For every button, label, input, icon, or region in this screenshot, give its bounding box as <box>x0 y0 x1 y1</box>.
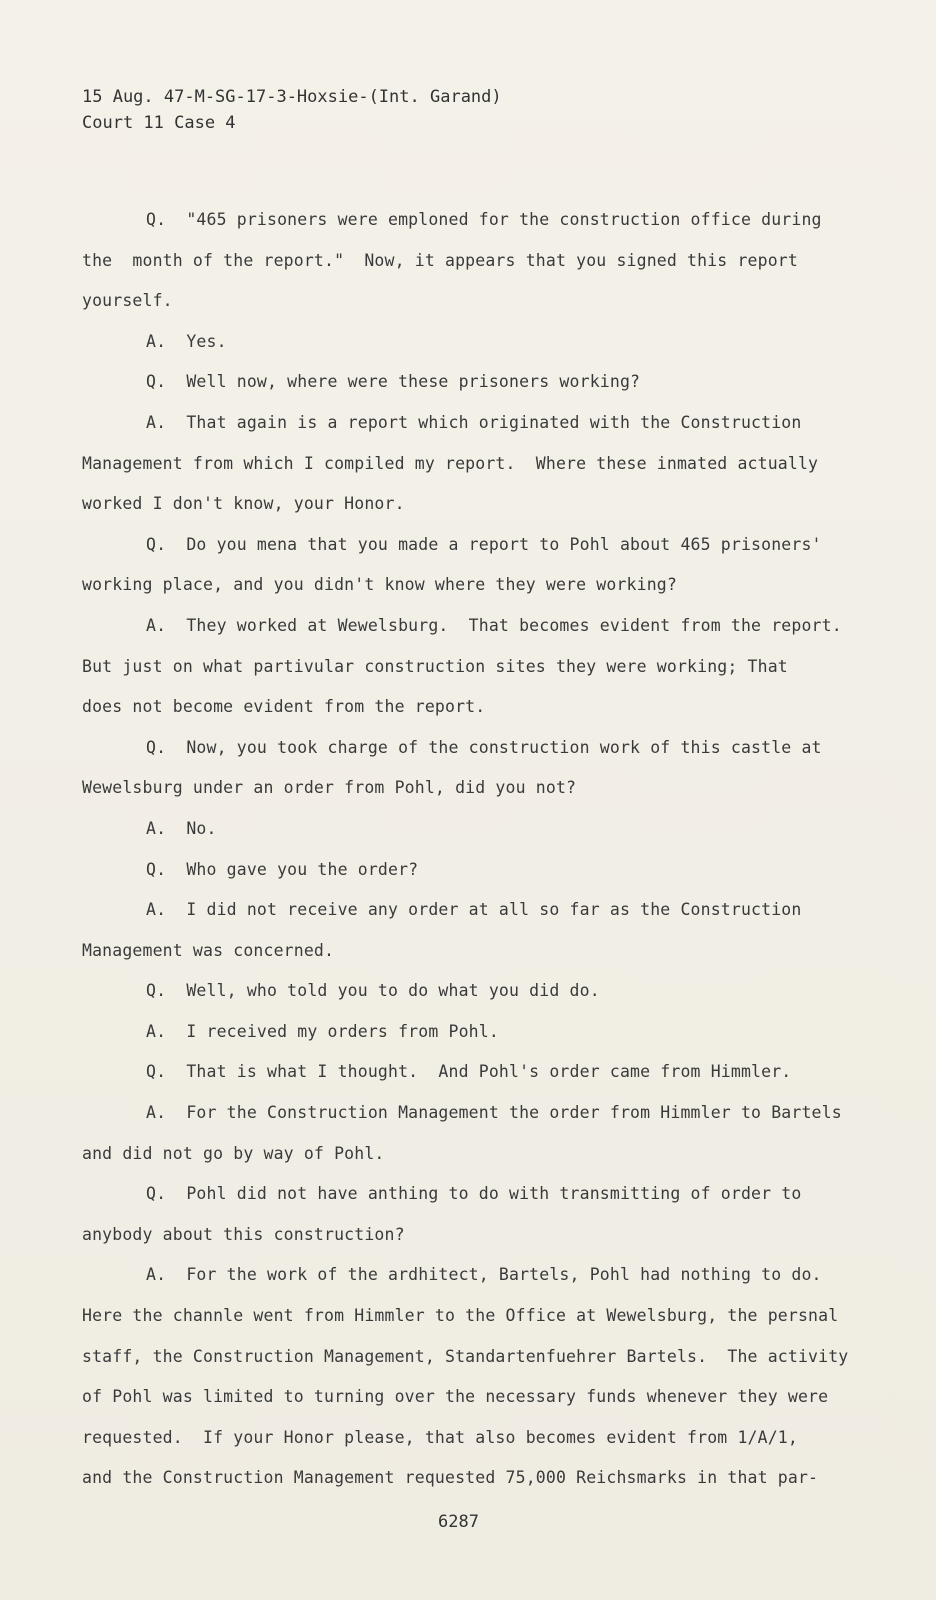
transcript-line: A. That again is a report which originated with the Construction <box>146 412 802 432</box>
transcript-line: and did not go by way of Pohl. <box>82 1143 385 1163</box>
transcript-line: Management from which I compiled my report. Where these inmated actually <box>82 453 819 473</box>
transcript-line: Management was concerned. <box>82 940 335 960</box>
header-court-line: Court 11 Case 4 <box>82 113 236 133</box>
transcript-line: Q. Now, you took charge of the construction work of this castle at <box>146 737 822 757</box>
transcript-line: A. For the Construction Management the order from Himmler to Bartels <box>146 1103 842 1123</box>
transcript-line: Here the channle went from Himmler to the Office at Wewelsburg, the persnal <box>82 1306 839 1326</box>
transcript-line: A. They worked at Wewelsburg. That becomes evident from the report. <box>146 615 842 635</box>
transcript-line: Q. Who gave you the order? <box>146 859 419 879</box>
transcript-line: Q. Do you mena that you made a report to Pohl about 465 prisoners' <box>146 534 822 554</box>
transcript-line: the month of the report." Now, it appears that you signed this report <box>82 250 798 270</box>
transcript-line: Q. Well now, where were these prisoners working? <box>146 372 641 392</box>
transcript-line: A. Yes. <box>146 331 227 351</box>
document-header <box>82 84 502 136</box>
transcript-line: Q. "465 prisoners were emploned for the construction office during <box>146 210 822 229</box>
transcript-line: A. No. <box>146 818 217 838</box>
transcript-line: staff, the Construction Management, Standartenfuehrer Bartels. The activity <box>82 1346 849 1366</box>
transcript-line: working place, and you didn't know where they were working? <box>82 575 677 595</box>
transcript-line: requested. If your Honor please, that also becomes evident from 1/A/1, <box>82 1427 798 1447</box>
transcript-line: But just on what partivular construction sites they were working; That <box>82 656 788 676</box>
transcript-line: and the Construction Management requested 75,000 Reichsmarks in that par- <box>82 1468 819 1488</box>
transcript-line: A. I received my orders from Pohl. <box>146 1021 499 1041</box>
transcript-line: of Pohl was limited to turning over the necessary funds whenever they were <box>82 1387 829 1407</box>
page-number: 6287 <box>438 1512 479 1532</box>
transcript-line: Q. That is what I thought. And Pohl's order came from Himmler. <box>146 1062 792 1082</box>
transcript-line: Wewelsburg under an order from Pohl, did you not? <box>82 778 577 798</box>
transcript-line: does not become evident from the report. <box>82 697 486 717</box>
transcript-body <box>82 200 852 1499</box>
transcript-line: worked I don't know, your Honor. <box>82 494 405 514</box>
transcript-line: A. I did not receive any order at all so far as the Construction <box>146 900 802 920</box>
transcript-line: Q. Pohl did not have anthing to do with transmitting of order to <box>146 1184 802 1204</box>
transcript-line: anybody about this construction? <box>82 1224 405 1244</box>
header-session-line: 15 Aug. 47-M-SG-17-3-Hoxsie-(Int. Garand) <box>82 87 502 107</box>
transcript-line: yourself. <box>82 291 173 311</box>
transcript-line: A. For the work of the ardhitect, Bartels, Pohl had nothing to do. <box>146 1265 822 1285</box>
transcript-line: Q. Well, who told you to do what you did do. <box>146 981 600 1001</box>
